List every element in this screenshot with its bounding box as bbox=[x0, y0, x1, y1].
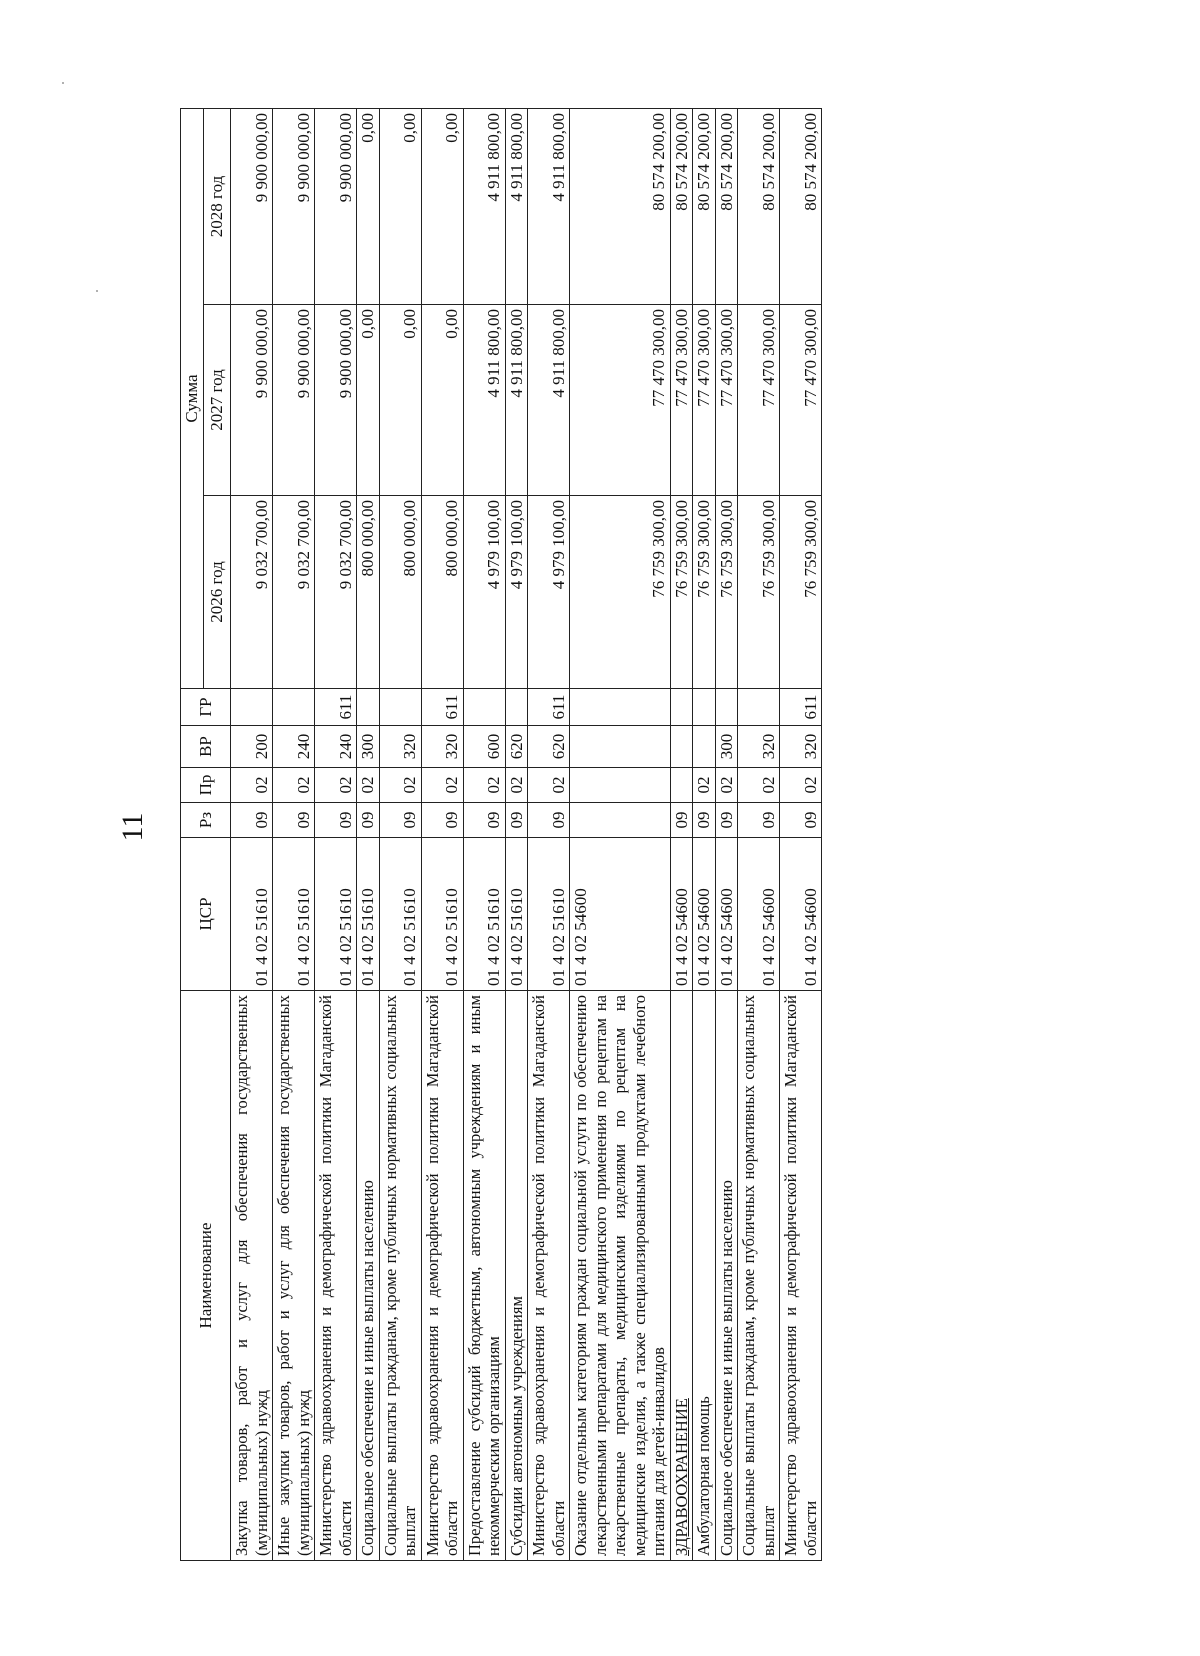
row-sum-2026-cell: 76 759 300,00 bbox=[715, 496, 738, 689]
header-csr: ЦСР bbox=[181, 838, 231, 991]
table-row bbox=[670, 109, 693, 1561]
row-csr-cell: 01 4 02 54600 bbox=[670, 838, 693, 991]
header-year-2027: 2027 год bbox=[204, 305, 231, 496]
row-gr-cell bbox=[357, 689, 380, 726]
row-name-text: Социальные выплаты гражданам, кроме публичных нормативных социальных выплат bbox=[380, 995, 419, 1556]
row-csr-cell: 01 4 02 51610 bbox=[315, 838, 357, 991]
row-gr-cell: 611 bbox=[780, 689, 822, 726]
row-name-cell bbox=[570, 991, 671, 1561]
row-csr-cell: 01 4 02 54600 bbox=[693, 838, 716, 991]
row-name-text: Социальное обеспечение и иные выплаты населению bbox=[358, 1180, 377, 1556]
row-vr-cell bbox=[693, 726, 716, 768]
row-sum-2028-cell: 4 911 800,00 bbox=[528, 109, 570, 305]
row-sum-2027-cell: 77 470 300,00 bbox=[693, 305, 716, 496]
row-sum-2027-cell: 0,00 bbox=[357, 305, 380, 496]
row-pr-cell: 02 bbox=[505, 768, 528, 803]
row-vr-cell: 620 bbox=[528, 726, 570, 768]
row-pr-cell bbox=[670, 768, 693, 803]
row-gr-cell bbox=[570, 689, 671, 726]
row-sum-2027-cell: 77 470 300,00 bbox=[570, 305, 671, 496]
row-sum-2026-cell: 76 759 300,00 bbox=[693, 496, 716, 689]
row-sum-2027-cell: 9 900 000,00 bbox=[315, 305, 357, 496]
row-name-text: Министерство здравоохранения и демографической политики Магаданской области bbox=[316, 995, 355, 1556]
row-sum-2028-cell: 9 900 000,00 bbox=[273, 109, 315, 305]
table-row bbox=[357, 109, 380, 1561]
row-csr-cell: 01 4 02 54600 bbox=[570, 838, 671, 991]
row-sum-2027-cell: 4 911 800,00 bbox=[505, 305, 528, 496]
row-name-cell bbox=[505, 991, 528, 1561]
budget-table-rotated bbox=[180, 109, 1035, 1561]
row-sum-2027-cell: 0,00 bbox=[379, 305, 421, 496]
row-csr-cell: 01 4 02 51610 bbox=[273, 838, 315, 991]
row-sum-2028-cell: 80 574 200,00 bbox=[715, 109, 738, 305]
row-name-text: Министерство здравоохранения и демографической политики Магаданской области bbox=[781, 995, 820, 1556]
row-pr-cell: 02 bbox=[715, 768, 738, 803]
row-csr-cell: 01 4 02 51610 bbox=[528, 838, 570, 991]
row-csr-cell: 01 4 02 54600 bbox=[715, 838, 738, 991]
row-sum-2026-cell: 76 759 300,00 bbox=[570, 496, 671, 689]
row-vr-cell bbox=[670, 726, 693, 768]
row-name-text: Субсидии автономным учреждениям bbox=[506, 1296, 526, 1556]
row-sum-2027-cell: 77 470 300,00 bbox=[780, 305, 822, 496]
row-csr-cell: 01 4 02 51610 bbox=[357, 838, 380, 991]
row-rz-cell: 09 bbox=[379, 803, 421, 838]
table-row bbox=[505, 109, 528, 1561]
row-name-cell bbox=[670, 991, 693, 1561]
row-name-text: Министерство здравоохранения и демографической политики Магаданской области bbox=[422, 995, 461, 1556]
header-pr: Пр bbox=[181, 768, 231, 803]
row-sum-2028-cell: 0,00 bbox=[379, 109, 421, 305]
row-name-cell bbox=[379, 991, 421, 1561]
row-csr-cell: 01 4 02 51610 bbox=[421, 838, 463, 991]
row-sum-2026-cell: 800 000,00 bbox=[357, 496, 380, 689]
row-name-text: ЗДРАВООХРАНЕНИЕ bbox=[671, 1398, 691, 1556]
row-name-text: Социальные выплаты гражданам, кроме публичных нормативных социальных выплат bbox=[739, 995, 778, 1556]
row-rz-cell: 09 bbox=[738, 803, 780, 838]
row-pr-cell: 02 bbox=[357, 768, 380, 803]
row-gr-cell bbox=[463, 689, 505, 726]
row-name-text: Социальное обеспечение и иные выплаты населению bbox=[716, 1180, 736, 1556]
table-row bbox=[231, 109, 273, 1561]
row-rz-cell: 09 bbox=[273, 803, 315, 838]
row-name-text: Предоставление субсидий бюджетным, автономным учреждениям и иным некоммерческим организациям bbox=[464, 995, 503, 1556]
table-row bbox=[379, 109, 421, 1561]
row-sum-2027-cell: 0,00 bbox=[421, 305, 463, 496]
row-sum-2028-cell: 0,00 bbox=[421, 109, 463, 305]
row-sum-2027-cell: 77 470 300,00 bbox=[670, 305, 693, 496]
table-row bbox=[780, 109, 822, 1561]
scan-speck bbox=[96, 290, 98, 292]
row-vr-cell: 320 bbox=[738, 726, 780, 768]
row-pr-cell: 02 bbox=[693, 768, 716, 803]
row-csr-cell: 01 4 02 54600 bbox=[780, 838, 822, 991]
table-row bbox=[463, 109, 505, 1561]
row-rz-cell: 09 bbox=[670, 803, 693, 838]
row-pr-cell: 02 bbox=[780, 768, 822, 803]
row-sum-2026-cell: 76 759 300,00 bbox=[780, 496, 822, 689]
row-name-text: Министерство здравоохранения и демографической политики Магаданской области bbox=[529, 995, 568, 1556]
row-pr-cell: 02 bbox=[379, 768, 421, 803]
row-sum-2027-cell: 9 900 000,00 bbox=[231, 305, 273, 496]
header-sum: Сумма bbox=[181, 109, 204, 689]
row-pr-cell: 02 bbox=[421, 768, 463, 803]
row-sum-2026-cell: 800 000,00 bbox=[421, 496, 463, 689]
row-sum-2027-cell: 4 911 800,00 bbox=[463, 305, 505, 496]
row-sum-2028-cell: 80 574 200,00 bbox=[570, 109, 671, 305]
table-row bbox=[315, 109, 357, 1561]
table-row bbox=[738, 109, 780, 1561]
table-row bbox=[570, 109, 671, 1561]
scan-speck bbox=[62, 82, 64, 84]
row-name-cell bbox=[357, 991, 380, 1561]
row-csr-cell: 01 4 02 51610 bbox=[231, 838, 273, 991]
row-sum-2028-cell: 4 911 800,00 bbox=[463, 109, 505, 305]
row-rz-cell: 09 bbox=[357, 803, 380, 838]
row-name-cell bbox=[463, 991, 505, 1561]
row-rz-cell: 09 bbox=[231, 803, 273, 838]
row-gr-cell bbox=[379, 689, 421, 726]
row-vr-cell: 620 bbox=[505, 726, 528, 768]
row-name-cell bbox=[738, 991, 780, 1561]
row-pr-cell: 02 bbox=[231, 768, 273, 803]
row-vr-cell: 600 bbox=[463, 726, 505, 768]
row-vr-cell: 320 bbox=[379, 726, 421, 768]
row-rz-cell: 09 bbox=[505, 803, 528, 838]
row-name-cell bbox=[693, 991, 716, 1561]
row-name-cell bbox=[231, 991, 273, 1561]
row-rz-cell: 09 bbox=[693, 803, 716, 838]
row-sum-2028-cell: 9 900 000,00 bbox=[231, 109, 273, 305]
header-vr: ВР bbox=[181, 726, 231, 768]
row-sum-2028-cell: 80 574 200,00 bbox=[780, 109, 822, 305]
row-rz-cell: 09 bbox=[715, 803, 738, 838]
row-gr-cell: 611 bbox=[421, 689, 463, 726]
header-year-2028: 2028 год bbox=[204, 109, 231, 305]
row-gr-cell bbox=[670, 689, 693, 726]
row-sum-2028-cell: 80 574 200,00 bbox=[693, 109, 716, 305]
row-sum-2026-cell: 9 032 700,00 bbox=[315, 496, 357, 689]
row-sum-2028-cell: 0,00 bbox=[357, 109, 380, 305]
header-year-2026: 2026 год bbox=[204, 496, 231, 689]
row-rz-cell bbox=[570, 803, 671, 838]
row-csr-cell: 01 4 02 51610 bbox=[463, 838, 505, 991]
row-gr-cell bbox=[273, 689, 315, 726]
table-row bbox=[421, 109, 463, 1561]
row-rz-cell: 09 bbox=[315, 803, 357, 838]
row-sum-2026-cell: 4 979 100,00 bbox=[505, 496, 528, 689]
row-name-text: Закупка товаров, работ и услуг для обеспечения государственных (муниципальных) нужд bbox=[232, 995, 271, 1556]
row-rz-cell: 09 bbox=[463, 803, 505, 838]
row-vr-cell: 240 bbox=[315, 726, 357, 768]
row-gr-cell: 611 bbox=[315, 689, 357, 726]
row-vr-cell: 300 bbox=[357, 726, 380, 768]
row-sum-2026-cell: 4 979 100,00 bbox=[463, 496, 505, 689]
row-sum-2028-cell: 9 900 000,00 bbox=[315, 109, 357, 305]
row-sum-2026-cell: 4 979 100,00 bbox=[528, 496, 570, 689]
row-rz-cell: 09 bbox=[421, 803, 463, 838]
row-vr-cell: 320 bbox=[421, 726, 463, 768]
row-vr-cell bbox=[570, 726, 671, 768]
row-sum-2026-cell: 9 032 700,00 bbox=[273, 496, 315, 689]
row-gr-cell bbox=[715, 689, 738, 726]
row-pr-cell bbox=[570, 768, 671, 803]
row-pr-cell: 02 bbox=[273, 768, 315, 803]
page-number: 11 bbox=[116, 812, 149, 842]
row-sum-2028-cell: 4 911 800,00 bbox=[505, 109, 528, 305]
row-name-cell bbox=[315, 991, 357, 1561]
row-vr-cell: 240 bbox=[273, 726, 315, 768]
row-name-text: Оказание отдельным категориям граждан социальной услуги по обеспечению лекарственными препаратами для медицинского применения по рецептам на лекарственные препараты, медицинскими изделиями по рецептам на медицинские изделия, а также специализированными продуктами лечебного питания для детей-инвалидов bbox=[571, 995, 668, 1556]
table-header-row-1 bbox=[181, 109, 204, 1561]
row-csr-cell: 01 4 02 54600 bbox=[738, 838, 780, 991]
row-vr-cell: 200 bbox=[231, 726, 273, 768]
row-name-text: Амбулаторная помощь bbox=[694, 1396, 713, 1556]
row-gr-cell bbox=[738, 689, 780, 726]
row-sum-2027-cell: 4 911 800,00 bbox=[528, 305, 570, 496]
row-pr-cell: 02 bbox=[738, 768, 780, 803]
table-row bbox=[528, 109, 570, 1561]
row-sum-2027-cell: 77 470 300,00 bbox=[738, 305, 780, 496]
row-pr-cell: 02 bbox=[528, 768, 570, 803]
row-sum-2027-cell: 77 470 300,00 bbox=[715, 305, 738, 496]
row-vr-cell: 320 bbox=[780, 726, 822, 768]
row-vr-cell: 300 bbox=[715, 726, 738, 768]
header-rz: Рз bbox=[181, 803, 231, 838]
row-gr-cell bbox=[693, 689, 716, 726]
table-row bbox=[693, 109, 716, 1561]
row-rz-cell: 09 bbox=[528, 803, 570, 838]
row-name-cell bbox=[421, 991, 463, 1561]
budget-table bbox=[180, 108, 822, 1561]
row-sum-2028-cell: 80 574 200,00 bbox=[670, 109, 693, 305]
row-name-text: Иные закупки товаров, работ и услуг для обеспечения государственных (муниципальных) нужд bbox=[274, 995, 313, 1556]
table-row bbox=[715, 109, 738, 1561]
row-sum-2026-cell: 9 032 700,00 bbox=[231, 496, 273, 689]
header-name: Наименование bbox=[181, 991, 231, 1561]
row-name-cell bbox=[715, 991, 738, 1561]
header-gr: ГР bbox=[181, 689, 231, 726]
row-name-cell bbox=[528, 991, 570, 1561]
row-pr-cell: 02 bbox=[463, 768, 505, 803]
row-sum-2027-cell: 9 900 000,00 bbox=[273, 305, 315, 496]
row-sum-2026-cell: 800 000,00 bbox=[379, 496, 421, 689]
row-csr-cell: 01 4 02 51610 bbox=[379, 838, 421, 991]
table-row bbox=[273, 109, 315, 1561]
row-name-cell bbox=[273, 991, 315, 1561]
row-gr-cell bbox=[231, 689, 273, 726]
table-body bbox=[231, 109, 822, 1561]
row-gr-cell: 611 bbox=[528, 689, 570, 726]
row-sum-2026-cell: 76 759 300,00 bbox=[738, 496, 780, 689]
row-sum-2028-cell: 80 574 200,00 bbox=[738, 109, 780, 305]
row-name-cell bbox=[780, 991, 822, 1561]
row-rz-cell: 09 bbox=[780, 803, 822, 838]
row-pr-cell: 02 bbox=[315, 768, 357, 803]
row-sum-2026-cell: 76 759 300,00 bbox=[670, 496, 693, 689]
row-csr-cell: 01 4 02 51610 bbox=[505, 838, 528, 991]
row-gr-cell bbox=[505, 689, 528, 726]
